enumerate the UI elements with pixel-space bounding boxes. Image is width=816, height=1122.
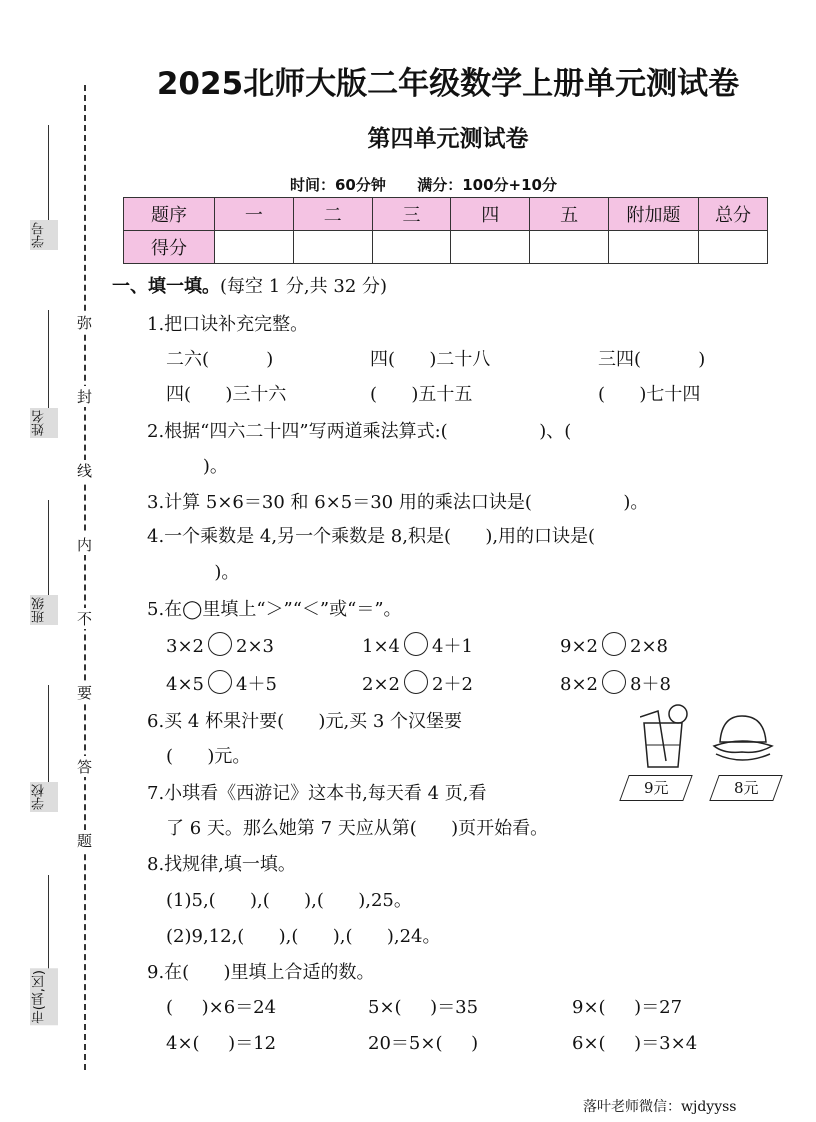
equation: 5×( )＝35	[368, 997, 479, 1018]
score-cell[interactable]	[215, 231, 294, 264]
blank-item: 四( )二十八	[370, 349, 491, 370]
question-1: 1.把口诀补充完整。	[147, 314, 309, 335]
seal-char: 不	[77, 610, 93, 628]
score-cell[interactable]	[372, 231, 451, 264]
equation: 20＝5×( )	[368, 1033, 479, 1054]
page-subtitle: 第四单元测试卷	[367, 126, 529, 152]
field-line	[48, 685, 49, 785]
field-student-id: 学号	[30, 220, 58, 250]
equation: 4×( )＝12	[166, 1033, 277, 1054]
equation: 6×( )＝3×4	[572, 1033, 698, 1054]
time-limit: 时间：60分钟	[290, 176, 386, 194]
pattern-2: (2)9,12,( ),( ),( ),24。	[166, 926, 441, 947]
section-heading	[112, 272, 387, 298]
header-cell: 一	[215, 198, 294, 231]
question-5: 5.在◯里填上“＞”“＜”或“＝”。	[147, 599, 402, 620]
juice-icon	[640, 703, 692, 771]
question-6: 6.买 4 杯果汁要( )元,买 3 个汉堡要	[147, 711, 463, 732]
question-4-cont: )。	[180, 562, 240, 583]
question-9: 9.在( )里填上合适的数。	[147, 962, 375, 983]
header-cell: 总分	[699, 198, 768, 231]
section-note: (每空 1 分,共 32 分)	[220, 276, 388, 297]
seal-char: 弥	[77, 314, 93, 332]
compare-item: 1×4 4＋1	[362, 632, 473, 658]
header-cell: 四	[451, 198, 530, 231]
compare-circle[interactable]	[208, 670, 232, 694]
blank-item: 四( )三十六	[166, 384, 287, 405]
header-cell: 五	[530, 198, 609, 231]
header-cell: 题序	[124, 198, 215, 231]
compare-circle[interactable]	[208, 632, 232, 656]
question-2: 2.根据“四六二十四”写两道乘法算式:( )、(	[147, 421, 572, 442]
question-8: 8.找规律,填一填。	[147, 854, 296, 875]
seal-char: 封	[77, 388, 93, 406]
blank-item: 二六( )	[166, 349, 274, 370]
seal-char: 题	[77, 832, 93, 850]
compare-circle[interactable]	[404, 670, 428, 694]
score-cell[interactable]	[609, 231, 699, 264]
field-line	[48, 500, 49, 595]
compare-circle[interactable]	[602, 670, 626, 694]
exam-meta	[290, 174, 557, 195]
juice-price-tag: 9元	[619, 775, 692, 801]
question-2-cont: )。	[180, 456, 228, 477]
question-7: 7.小琪看《西游记》这本书,每天看 4 页,看	[147, 783, 487, 804]
compare-circle[interactable]	[602, 632, 626, 656]
compare-item: 3×2 2×3	[166, 632, 274, 657]
seal-char: 线	[77, 462, 93, 480]
section-title: 一、填一填。	[112, 276, 220, 297]
question-7-cont: 了 6 天。那么她第 7 天应从第( )页开始看。	[166, 818, 549, 839]
field-class: 班级	[30, 595, 58, 625]
field-name: 姓名	[30, 408, 58, 438]
footer-contact: 落叶老师微信：wjdyyss	[583, 1099, 737, 1115]
field-line	[48, 310, 49, 410]
compare-item: 2×2 2＋2	[362, 670, 473, 696]
header-cell: 三	[372, 198, 451, 231]
question-3: 3.计算 5×6＝30 和 6×5＝30 用的乘法口诀是( )。	[147, 492, 649, 513]
compare-item: 8×2 8＋8	[560, 670, 671, 696]
compare-item: 9×2 2×8	[560, 632, 668, 657]
blank-item: ( )七十四	[598, 384, 701, 405]
score-cell[interactable]	[293, 231, 372, 264]
seal-char: 答	[77, 758, 93, 776]
seal-dashed-line	[84, 85, 86, 1070]
hamburger-icon	[708, 712, 774, 764]
page-title: 2025北师大版二年级数学上册单元测试卷	[156, 66, 740, 102]
equation: ( )×6＝24	[166, 997, 277, 1018]
score-table	[123, 197, 768, 264]
score-cell[interactable]	[451, 231, 530, 264]
hamburger-price-tag: 8元	[709, 775, 782, 801]
question-6-cont: ( )元。	[166, 746, 251, 767]
pattern-1: (1)5,( ),( ),( ),25。	[166, 890, 412, 911]
seal-char: 内	[77, 536, 93, 554]
compare-circle[interactable]	[404, 632, 428, 656]
equation: 9×( )＝27	[572, 997, 683, 1018]
seal-char: 要	[77, 684, 93, 702]
blank-item: ( )五十五	[370, 384, 473, 405]
full-score: 满分：100分+10分	[417, 176, 557, 194]
field-school: 学校	[30, 782, 58, 812]
blank-item: 三四( )	[598, 349, 706, 370]
row-label: 得分	[124, 231, 215, 264]
header-cell: 二	[293, 198, 372, 231]
header-cell: 附加题	[609, 198, 699, 231]
compare-item: 4×5 4＋5	[166, 670, 277, 696]
field-line	[48, 875, 49, 970]
question-4: 4.一个乘数是 4,另一个乘数是 8,积是( ),用的口诀是(	[147, 526, 596, 547]
score-cell[interactable]	[530, 231, 609, 264]
field-city: 市(县,区)	[30, 968, 58, 1025]
score-cell[interactable]	[699, 231, 768, 264]
